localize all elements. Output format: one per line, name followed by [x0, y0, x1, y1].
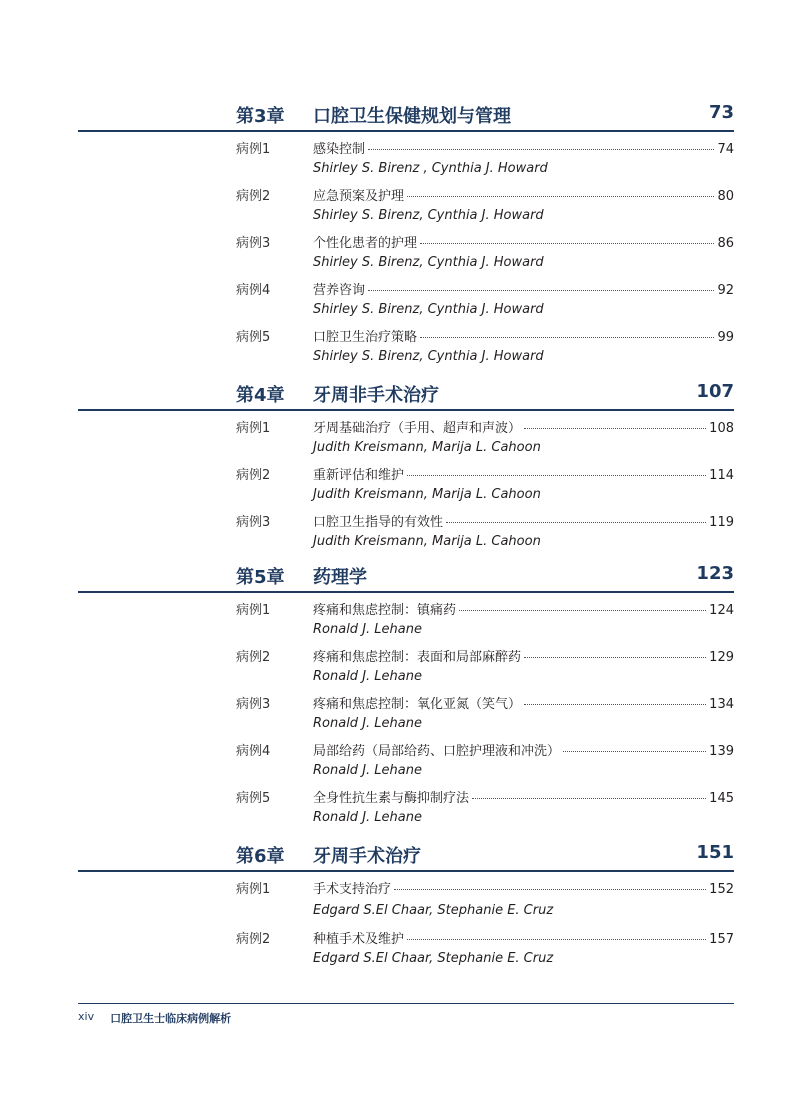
case-page: 99 — [717, 330, 734, 345]
case-line — [313, 693, 734, 712]
case-author: Ronald J. Lehane — [313, 669, 422, 684]
footer-page-number: xiv — [78, 1010, 95, 1023]
case-label: 病例3 — [236, 697, 271, 712]
case-label: 病例2 — [236, 189, 271, 204]
case-page: 124 — [709, 603, 734, 618]
case-author: Edgard S.El Chaar, Stephanie E. Cruz — [313, 951, 554, 966]
case-title[interactable]: 重新评估和维护 — [313, 468, 405, 483]
case-author: Edgard S.El Chaar, Stephanie E. Cruz — [313, 903, 554, 918]
chapter-title[interactable]: 牙周手术治疗 — [313, 846, 421, 867]
footer-book-title: 口腔卫生士临床病例解析 — [110, 1012, 232, 1025]
case-entry[interactable] — [0, 783, 800, 830]
case-title[interactable]: 局部给药（局部给药、口腔护理液和冲洗） — [313, 744, 561, 759]
dot-leader — [407, 196, 714, 197]
case-label: 病例3 — [236, 236, 271, 251]
case-page: 157 — [709, 932, 734, 947]
case-label: 病例1 — [236, 421, 271, 436]
case-title[interactable]: 疼痛和焦虑控制：表面和局部麻醉药 — [313, 650, 522, 665]
case-title[interactable]: 口腔卫生指导的有效性 — [313, 515, 444, 530]
dot-leader — [459, 610, 706, 611]
case-title[interactable]: 个性化患者的护理 — [313, 236, 418, 251]
case-label: 病例2 — [236, 932, 271, 947]
case-page: 134 — [709, 697, 734, 712]
footer-rule — [78, 1003, 734, 1004]
dot-leader — [368, 149, 714, 150]
chapter-number: 第6章 — [236, 846, 285, 867]
case-page: 114 — [709, 468, 734, 483]
case-author: Ronald J. Lehane — [313, 810, 422, 825]
case-label: 病例1 — [236, 882, 271, 897]
case-title[interactable]: 营养咨询 — [313, 283, 366, 298]
chapter-title[interactable]: 药理学 — [313, 567, 367, 588]
chapter-heading — [0, 840, 800, 874]
case-line — [313, 740, 734, 759]
case-page: 145 — [709, 791, 734, 806]
case-title[interactable]: 口腔卫生治疗策略 — [313, 330, 418, 345]
case-page: 119 — [709, 515, 734, 530]
chapter-3 — [0, 100, 800, 369]
chapter-number: 第3章 — [236, 106, 285, 127]
case-line — [313, 928, 734, 947]
case-page: 139 — [709, 744, 734, 759]
dot-leader — [407, 939, 706, 940]
case-label: 病例2 — [236, 468, 271, 483]
case-entry[interactable] — [0, 181, 800, 228]
case-title[interactable]: 种植手术及维护 — [313, 932, 405, 947]
case-entry[interactable] — [0, 460, 800, 507]
chapter-rule — [78, 130, 734, 132]
chapter-rule — [78, 409, 734, 411]
chapter-heading — [0, 100, 800, 134]
case-page: 152 — [709, 882, 734, 897]
case-label: 病例4 — [236, 283, 271, 298]
case-entry[interactable] — [0, 924, 800, 971]
case-entry[interactable] — [0, 413, 800, 460]
dot-leader — [394, 889, 706, 890]
dot-leader — [563, 751, 706, 752]
case-line — [313, 787, 734, 806]
case-label: 病例1 — [236, 142, 271, 157]
case-line — [313, 232, 734, 251]
case-title[interactable]: 疼痛和焦虑控制：镇痛药 — [313, 603, 457, 618]
case-entry[interactable] — [0, 228, 800, 275]
case-line — [313, 464, 734, 483]
case-author: Shirley S. Birenz, Cynthia J. Howard — [313, 208, 544, 223]
dot-leader — [420, 243, 714, 244]
case-author: Judith Kreismann, Marija L. Cahoon — [313, 440, 541, 455]
chapter-heading — [0, 379, 800, 413]
chapter-4 — [0, 379, 800, 554]
case-title[interactable]: 疼痛和焦虑控制：氧化亚氮（笑气） — [313, 697, 522, 712]
chapter-number: 第4章 — [236, 385, 285, 406]
page-footer — [78, 1010, 231, 1026]
case-line — [313, 878, 734, 897]
case-page: 74 — [717, 142, 734, 157]
chapter-page: 151 — [696, 842, 734, 863]
chapter-page: 123 — [696, 563, 734, 584]
case-author: Ronald J. Lehane — [313, 716, 422, 731]
case-author: Shirley S. Birenz, Cynthia J. Howard — [313, 255, 544, 270]
case-entry[interactable] — [0, 874, 800, 924]
dot-leader — [524, 704, 706, 705]
case-label: 病例1 — [236, 603, 271, 618]
dot-leader — [407, 475, 706, 476]
case-entry[interactable] — [0, 134, 800, 181]
chapter-5 — [0, 561, 800, 830]
dot-leader — [524, 428, 706, 429]
case-line — [313, 326, 734, 345]
case-line — [313, 599, 734, 618]
case-label: 病例2 — [236, 650, 271, 665]
case-author: Shirley S. Birenz, Cynthia J. Howard — [313, 302, 544, 317]
chapter-rule — [78, 870, 734, 872]
case-label: 病例3 — [236, 515, 271, 530]
case-author: Shirley S. Birenz , Cynthia J. Howard — [313, 161, 548, 176]
case-line — [313, 138, 734, 157]
case-author: Ronald J. Lehane — [313, 622, 422, 637]
case-entry[interactable] — [0, 689, 800, 736]
dot-leader — [472, 798, 706, 799]
case-line — [313, 185, 734, 204]
case-author: Judith Kreismann, Marija L. Cahoon — [313, 534, 541, 549]
case-label: 病例5 — [236, 330, 271, 345]
case-label: 病例5 — [236, 791, 271, 806]
dot-leader — [524, 657, 706, 658]
chapter-heading — [0, 561, 800, 595]
dot-leader — [446, 522, 706, 523]
case-title[interactable]: 牙周基础治疗（手用、超声和声波） — [313, 421, 522, 436]
chapter-page: 107 — [696, 381, 734, 402]
chapter-page: 73 — [708, 102, 734, 123]
case-entry[interactable] — [0, 642, 800, 689]
case-entry[interactable] — [0, 595, 800, 642]
case-entry[interactable] — [0, 275, 800, 322]
case-title[interactable]: 全身性抗生素与酶抑制疗法 — [313, 791, 470, 806]
case-entry[interactable] — [0, 322, 800, 369]
chapter-title[interactable]: 口腔卫生保健规划与管理 — [313, 106, 511, 127]
dot-leader — [420, 337, 714, 338]
case-page: 92 — [717, 283, 734, 298]
case-line — [313, 279, 734, 298]
case-page: 129 — [709, 650, 734, 665]
case-title[interactable]: 感染控制 — [313, 142, 366, 157]
case-line — [313, 646, 734, 665]
case-entry[interactable] — [0, 507, 800, 554]
chapter-rule — [78, 591, 734, 593]
case-label: 病例4 — [236, 744, 271, 759]
case-entry[interactable] — [0, 736, 800, 783]
case-page: 108 — [709, 421, 734, 436]
case-page: 86 — [717, 236, 734, 251]
chapter-title[interactable]: 牙周非手术治疗 — [313, 385, 439, 406]
case-line — [313, 511, 734, 530]
case-title[interactable]: 手术支持治疗 — [313, 882, 392, 897]
case-author: Ronald J. Lehane — [313, 763, 422, 778]
chapter-6 — [0, 840, 800, 971]
case-title[interactable]: 应急预案及护理 — [313, 189, 405, 204]
dot-leader — [368, 290, 714, 291]
case-author: Judith Kreismann, Marija L. Cahoon — [313, 487, 541, 502]
case-author: Shirley S. Birenz, Cynthia J. Howard — [313, 349, 544, 364]
case-line — [313, 417, 734, 436]
chapter-number: 第5章 — [236, 567, 285, 588]
case-page: 80 — [717, 189, 734, 204]
